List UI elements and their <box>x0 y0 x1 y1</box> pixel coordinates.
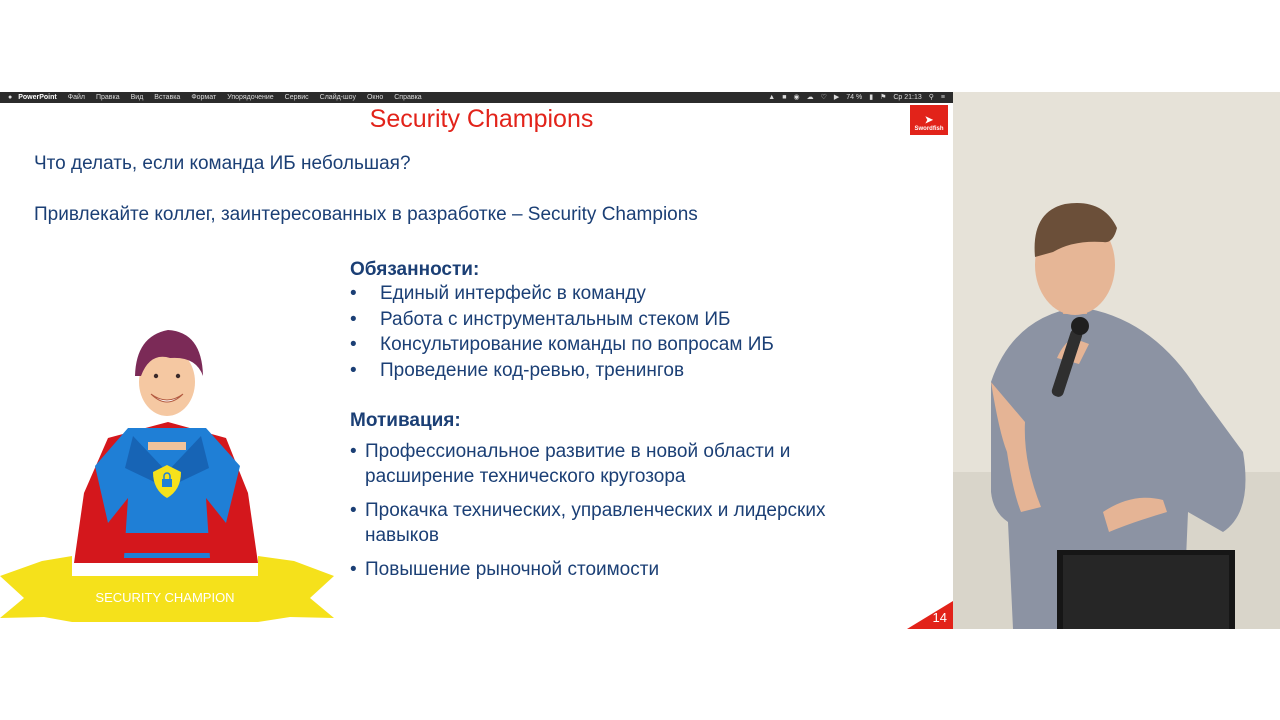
status-icon[interactable]: ▲ <box>768 94 776 101</box>
flag-icon[interactable]: ⚑ <box>880 94 887 101</box>
motivation-item: • Прокачка технических, управленческих и лидерских навыков <box>350 500 826 546</box>
duties-item: • Проведение код-ревью, тренингов <box>350 359 685 381</box>
apple-icon[interactable]: ● <box>8 94 13 101</box>
slide-title: Security Champions <box>369 105 594 133</box>
menu-insert[interactable]: Вставка <box>154 94 181 101</box>
page-number-badge <box>907 601 953 629</box>
slide <box>0 103 953 629</box>
duties-block <box>350 259 774 383</box>
swordfish-icon: ➤ <box>924 115 934 126</box>
battery-icon[interactable]: ▮ <box>869 94 874 101</box>
menu-format[interactable]: Формат <box>191 94 217 101</box>
motivation-block <box>350 410 825 591</box>
search-icon[interactable]: ⚲ <box>928 94 934 101</box>
duties-item: • Единый интерфейс в команду <box>350 283 646 304</box>
list-icon[interactable]: ≡ <box>940 94 945 101</box>
clock[interactable]: Ср 21:13 <box>893 94 922 101</box>
speaker-photo <box>953 92 1280 629</box>
ribbon-label: SECURITY CHAMPION <box>95 590 235 605</box>
duties-heading: Обязанности: <box>350 259 480 280</box>
cloud-icon[interactable]: ☁ <box>806 94 814 101</box>
status-area <box>768 92 945 103</box>
volume-icon[interactable]: ▶ <box>833 94 840 101</box>
battery-label[interactable]: 74 % <box>846 94 863 101</box>
status-icon[interactable]: ◉ <box>793 94 800 101</box>
menu-file[interactable]: Файл <box>67 94 85 101</box>
company-logo <box>910 105 948 135</box>
mac-menubar <box>0 92 953 103</box>
motivation-item: • Повышение рыночной стоимости <box>350 559 660 580</box>
logo-text: Swordfish <box>914 126 944 132</box>
status-icon[interactable]: ■ <box>782 94 787 101</box>
superhero-illustration <box>0 318 335 623</box>
menu-tools[interactable]: Сервис <box>284 94 309 101</box>
duties-item: • Консультирование команды по вопросам ИБ <box>350 334 774 355</box>
slide-question: Что делать, если команда ИБ небольшая? <box>34 153 411 174</box>
menu-app-name[interactable]: PowerPoint <box>18 94 57 101</box>
duties-item: • Работа с инструментальным стеком ИБ <box>350 308 731 330</box>
motivation-heading: Мотивация: <box>350 410 461 431</box>
menu-arrange[interactable]: Упорядочение <box>227 94 274 101</box>
menu-edit[interactable]: Правка <box>95 94 120 101</box>
menu-slideshow[interactable]: Слайд-шоу <box>319 94 356 101</box>
menu-help[interactable]: Справка <box>394 94 422 101</box>
slide-answer: Привлекайте коллег, заинтересованных в разработке – Security Champions <box>34 204 698 225</box>
menu-window[interactable]: Окно <box>366 94 384 101</box>
motivation-item: • Профессиональное развитие в новой области и расширение технического кругозора <box>350 441 791 487</box>
wifi-icon[interactable]: ♡ <box>820 94 827 101</box>
page-number: 14 <box>932 610 947 625</box>
menu-view[interactable]: Вид <box>130 94 144 101</box>
